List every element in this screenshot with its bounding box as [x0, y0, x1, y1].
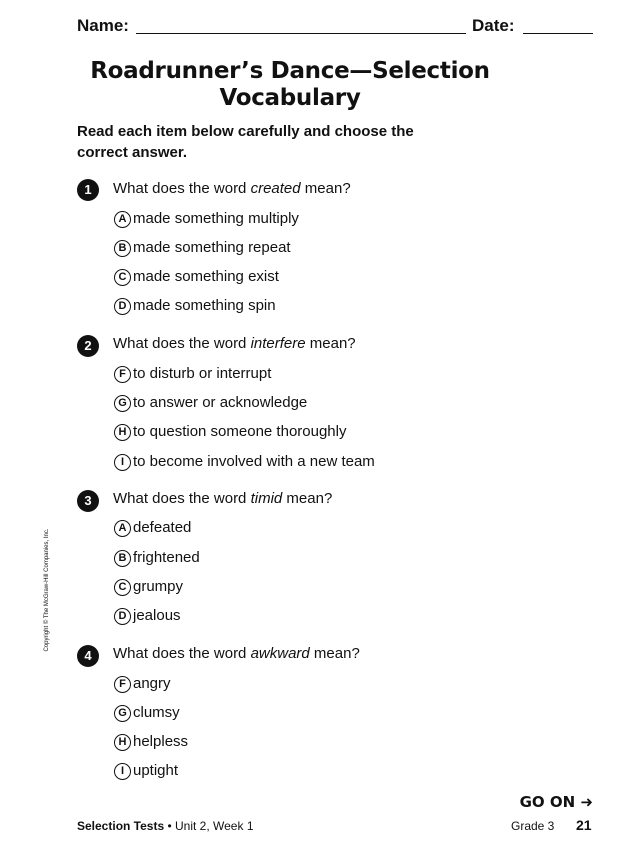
name-label: Name:	[77, 16, 129, 35]
answer-option[interactable]	[114, 267, 279, 287]
vocab-word: timid	[250, 490, 283, 507]
option-text: defeated	[133, 519, 192, 536]
question-prefix: What does the word	[113, 180, 251, 197]
option-text: made something exist	[133, 268, 279, 285]
answer-option[interactable]	[114, 422, 346, 442]
footer-unit: • Unit 2, Week 1	[164, 819, 254, 833]
option-bubble[interactable]: D	[114, 608, 131, 625]
option-text: uptight	[133, 762, 179, 779]
question-suffix: mean?	[309, 645, 360, 662]
page-number: 21	[576, 817, 592, 833]
go-on-label: GO ON ➜	[519, 793, 593, 811]
vocab-word: interfere	[250, 335, 306, 352]
answer-option[interactable]	[114, 452, 375, 472]
answer-option[interactable]	[114, 518, 191, 538]
question-number-4: 4	[77, 645, 99, 667]
question-text-2	[113, 334, 356, 354]
option-text: helpless	[133, 733, 189, 750]
answer-option[interactable]	[114, 761, 178, 781]
answer-option[interactable]	[114, 393, 307, 413]
option-text: frightened	[133, 549, 200, 566]
name-line[interactable]	[136, 33, 466, 34]
option-text: made something multiply	[133, 210, 299, 227]
option-bubble[interactable]: H	[114, 424, 131, 441]
footer-section-title: Selection Tests	[77, 819, 165, 833]
question-prefix: What does the word	[113, 490, 251, 507]
answer-option[interactable]	[114, 606, 181, 626]
option-bubble[interactable]: F	[114, 366, 131, 383]
question-prefix: What does the word	[113, 645, 251, 662]
option-bubble[interactable]: F	[114, 676, 131, 693]
option-bubble[interactable]: I	[114, 454, 131, 471]
instructions: Read each item below carefully and choose the correct answer.	[77, 123, 414, 161]
date-line[interactable]	[523, 33, 593, 34]
copyright-text: Copyright © The McGraw-Hill Companies, Inc.	[44, 528, 50, 652]
question-text-4	[113, 644, 360, 664]
question-text-3	[113, 489, 332, 509]
option-bubble[interactable]: G	[114, 705, 131, 722]
option-bubble[interactable]: H	[114, 734, 131, 751]
vocab-word: awkward	[250, 645, 310, 662]
answer-option[interactable]	[114, 238, 291, 258]
question-prefix: What does the word	[113, 335, 251, 352]
option-text: to question someone thoroughly	[133, 423, 347, 440]
footer-section	[77, 819, 254, 833]
question-number-3: 3	[77, 490, 99, 512]
option-bubble[interactable]: A	[114, 211, 131, 228]
question-number-1: 1	[77, 179, 99, 201]
option-text: jealous	[133, 607, 181, 624]
option-text: made something repeat	[133, 239, 291, 256]
option-bubble[interactable]: D	[114, 298, 131, 315]
question-number-2: 2	[77, 335, 99, 357]
answer-option[interactable]	[114, 364, 271, 384]
option-text: clumsy	[133, 704, 180, 721]
answer-option[interactable]	[114, 296, 276, 316]
answer-option[interactable]	[114, 732, 188, 752]
question-text-1	[113, 179, 351, 199]
option-bubble[interactable]: A	[114, 520, 131, 537]
date-label: Date:	[472, 16, 515, 35]
option-text: grumpy	[133, 578, 184, 595]
option-text: made something spin	[133, 297, 276, 314]
answer-option[interactable]	[114, 703, 180, 723]
question-suffix: mean?	[300, 180, 351, 197]
vocab-word: created	[250, 180, 301, 197]
question-suffix: mean?	[282, 490, 333, 507]
answer-option[interactable]	[114, 548, 200, 568]
option-text: to become involved with a new team	[133, 453, 375, 470]
option-bubble[interactable]: C	[114, 269, 131, 286]
option-bubble[interactable]: C	[114, 579, 131, 596]
option-text: to answer or acknowledge	[133, 394, 308, 411]
answer-option[interactable]	[114, 674, 171, 694]
option-text: angry	[133, 675, 171, 692]
option-bubble[interactable]: B	[114, 240, 131, 257]
option-text: to disturb or interrupt	[133, 365, 272, 382]
name-date-header	[77, 14, 593, 38]
option-bubble[interactable]: B	[114, 550, 131, 567]
option-bubble[interactable]: I	[114, 763, 131, 780]
option-bubble[interactable]: G	[114, 395, 131, 412]
answer-option[interactable]	[114, 209, 299, 229]
footer-grade: Grade 3	[511, 819, 555, 833]
answer-option[interactable]	[114, 577, 183, 597]
page-title: Roadrunner’s Dance—Selection Vocabulary	[90, 58, 490, 111]
question-suffix: mean?	[305, 335, 356, 352]
